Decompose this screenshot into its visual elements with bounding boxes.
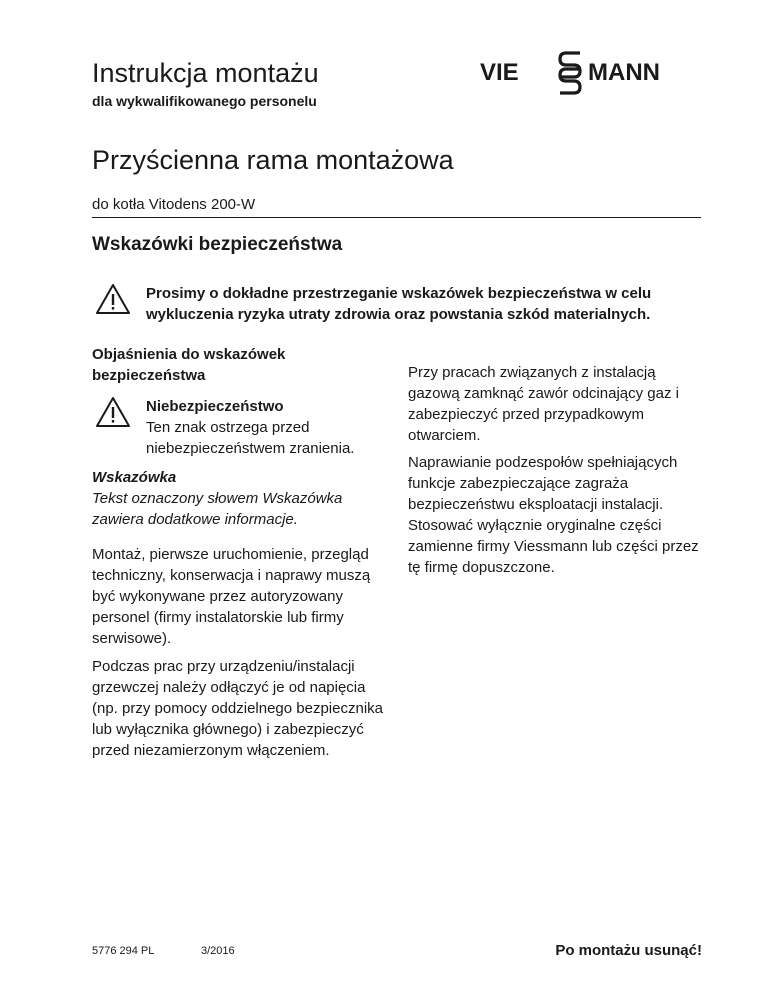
svg-text:MANN: MANN [588,59,660,86]
safety-heading: Wskazówki bezpieczeństwa [92,234,343,255]
document-date: 3/2016 [201,945,235,957]
gas-paragraph: Przy pracach związanych z instalacją gazową zamknąć zawór odcinający gaz i zabezpieczyć przed przypadkowym otwarciem. [408,364,679,444]
danger-warning-icon [95,396,131,428]
danger-explanation [146,396,396,459]
document-number: 5776 294 PL [92,945,155,957]
danger-text: Ten znak ostrzega przed niebezpieczeństwem zranienia. [146,419,355,457]
divider [92,217,701,218]
logo-text: VIE [480,59,519,86]
install-paragraph: Montaż, pierwsze uruchomienie, przegląd techniczny, konserwacja i naprawy muszą być wykonywane przez autoryzowany personel (firmy instalatorskie lub firmy serwisowe). [92,546,371,647]
note-text: Tekst oznaczony słowem Wskazówka zawiera dodatkowe informacje. [92,490,343,528]
warning-triangle-icon [95,283,131,315]
note-explanation [92,467,392,530]
document-subtitle: dla wykwalifikowanego personelu [92,93,317,109]
danger-title: Niebezpieczeństwo [146,398,284,415]
main-warning-text: Prosimy o dokładne przestrzeganie wskazówek bezpieczeństwa w celu wykluczenia ryzyka utraty zdrowia oraz powstania szkód materialnych. [146,285,652,323]
repair-paragraph: Naprawianie podzespołów spełniających funkcje zabezpieczające zagraża bezpieczeństwu eksploatacji instalacji. Stosować wyłącznie oryginalne części zamienne firmy Viessmann lub części przez tę firmę dopuszczone. [408,454,699,576]
product-subtitle: do kotła Vitodens 200-W [92,196,256,213]
document-title: Instrukcja montażu [92,58,319,88]
note-title: Wskazówka [92,469,177,486]
explanations-heading: Objaśnienia do wskazówek bezpieczeństwa [92,346,286,384]
viessmann-logo [480,47,701,97]
removal-notice: Po montażu usunąć! [555,942,702,959]
power-paragraph: Podczas prac przy urządzeniu/instalacji grzewczej należy odłączyć je od napięcia (np. przy pomocy oddzielnego bezpiecznika lub wyłącznika głównego) i zabezpieczyć przed niezamierzonym włączeniem. [92,658,383,759]
product-title: Przyścienna rama montażowa [92,145,454,175]
